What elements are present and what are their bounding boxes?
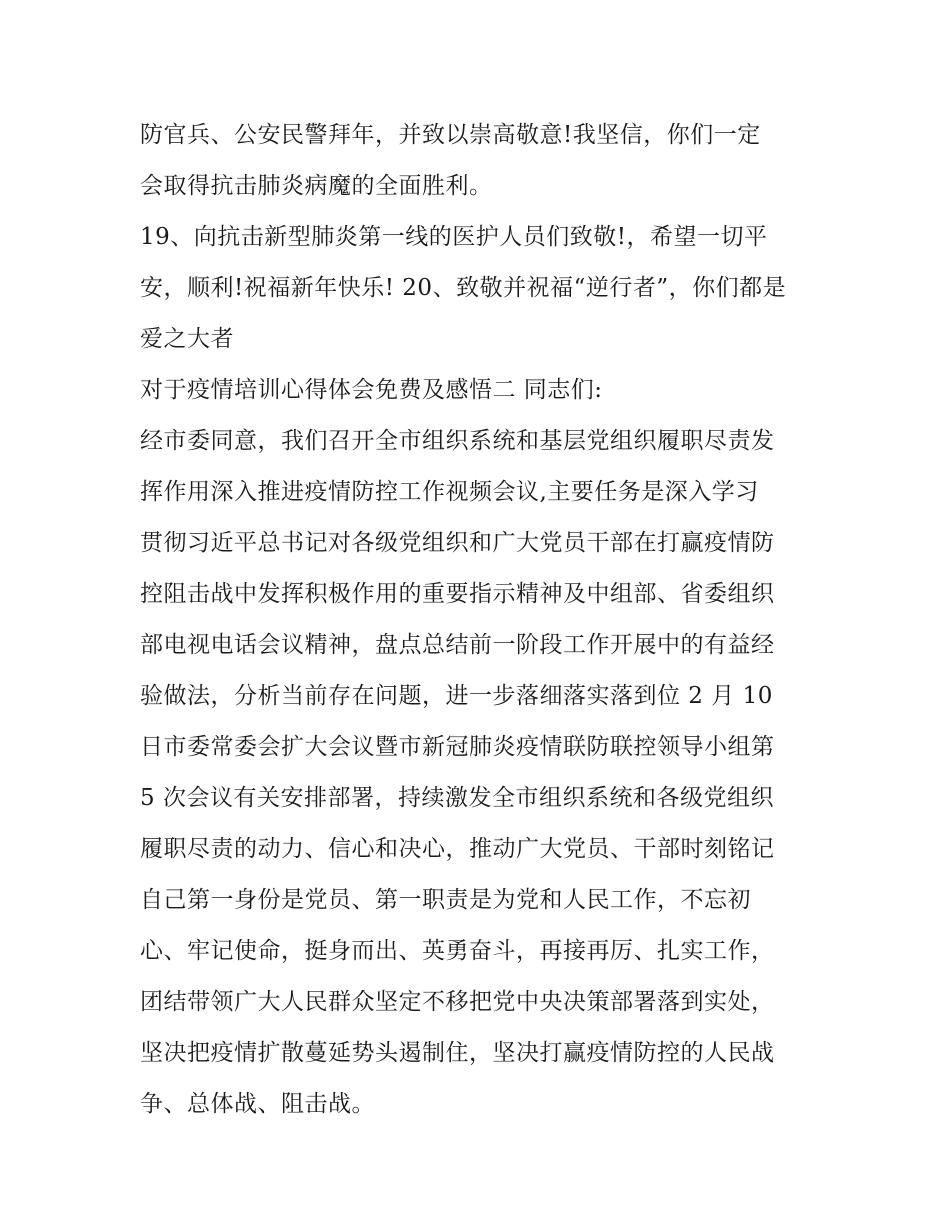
- text-line: 验做法，分析当前存在问题，进一步落细落实落到位 2 月 10: [140, 683, 773, 709]
- text-line: 爱之大者: [140, 326, 234, 352]
- text-line: 争、总体战、阻击战。: [140, 1091, 375, 1117]
- text-line: 防官兵、公安民警拜年，并致以崇高敬意!我坚信，你们一定: [140, 122, 761, 148]
- text-line: 挥作用深入推进疫情防控工作视频会议,主要任务是深入学习: [140, 479, 759, 505]
- text-line: 19、向抗击新型肺炎第一线的医护人员们致敬!，希望一切平: [140, 224, 768, 250]
- text-line: 心、牢记使命，挺身而出、英勇奋斗，再接再厉、扎实工作，: [140, 938, 775, 964]
- text-line: 部电视电话会议精神，盘点总结前一阶段工作开展中的有益经: [140, 632, 775, 658]
- text-line: 经市委同意，我们召开全市组织系统和基层党组织履职尽责发: [140, 428, 775, 454]
- text-line: 团结带领广大人民群众坚定不移把党中央决策部署落到实处，: [140, 989, 775, 1015]
- text-line: 履职尽责的动力、信心和决心，推动广大党员、干部时刻铭记: [140, 836, 775, 862]
- section-heading: 对于疫情培训心得体会免费及感悟二 同志们:: [140, 377, 603, 403]
- text-line: 坚决把疫情扩散蔓延势头遏制住，坚决打赢疫情防控的人民战: [140, 1040, 775, 1066]
- text-line: 会取得抗击肺炎病魔的全面胜利。: [140, 173, 493, 199]
- text-line: 自己第一身份是党员、第一职责是为党和人民工作，不忘初: [140, 887, 751, 913]
- text-line: 安，顺利!祝福新年快乐! 20、致敬并祝福“逆行者”，你们都是: [140, 275, 787, 301]
- text-line: 贯彻习近平总书记对各级党组织和广大党员干部在打赢疫情防: [140, 530, 775, 556]
- document-body: [140, 110, 820, 1130]
- text-line: 控阻击战中发挥积极作用的重要指示精神及中组部、省委组织: [140, 581, 775, 607]
- text-line: 日市委常委会扩大会议暨市新冠肺炎疫情联防联控领导小组第: [140, 734, 775, 760]
- text-line: 5 次会议有关安排部署，持续激发全市组织系统和各级党组织: [140, 785, 774, 811]
